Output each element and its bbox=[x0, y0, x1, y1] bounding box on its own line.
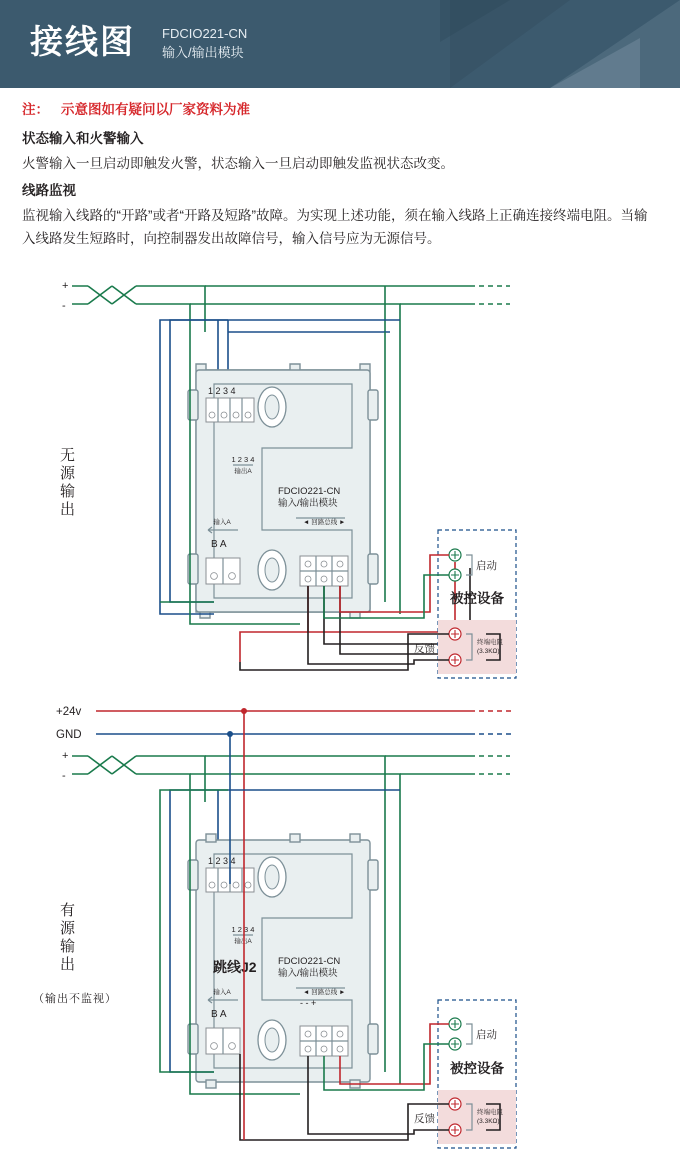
module-bottom-desc: 输入/输出模块 bbox=[278, 968, 338, 979]
note-text: 示意图如有疑问以厂家资料为准 bbox=[61, 102, 250, 117]
header-facet-3 bbox=[550, 38, 640, 88]
device-bottom-feedback-label: 反馈 bbox=[414, 1113, 435, 1125]
page-header bbox=[0, 0, 680, 88]
device-bottom-title: 被控设备 bbox=[450, 1061, 504, 1076]
header-module-type: 输入/输出模块 bbox=[162, 45, 244, 60]
module-top-small-label: 输出A bbox=[234, 468, 252, 475]
header-facet-4 bbox=[440, 0, 510, 42]
side-note-bottom: （输出不监视） bbox=[33, 993, 117, 1005]
device-bottom-start-label: 启动 bbox=[476, 1029, 497, 1041]
device-bottom-resistor-1: 终端电阻 bbox=[477, 1109, 503, 1116]
device-bottom-resistor-2: (3.3KΩ) bbox=[477, 1118, 500, 1125]
header-model: FDCIO221-CN bbox=[162, 26, 248, 41]
wiring-diagram bbox=[0, 272, 680, 1159]
top-minus-label: - bbox=[62, 300, 66, 312]
notes-heading-1: 状态输入和火警输入 bbox=[22, 131, 144, 146]
device-top-start-label: 启动 bbox=[476, 560, 497, 572]
side-label-bottom: 有源输出 bbox=[58, 902, 75, 974]
module-top-small-numbers: 1 2 3 4 bbox=[231, 455, 255, 464]
module-top bbox=[188, 364, 378, 618]
page-title: 接线图 bbox=[30, 23, 135, 60]
power-plus-label: +24v bbox=[56, 706, 82, 718]
device-top-feedback-label: 反馈 bbox=[414, 643, 435, 655]
module-bottom-small-numbers: 1 2 3 4 bbox=[231, 925, 255, 934]
notes-block bbox=[22, 98, 658, 254]
module-top-desc: 输入/输出模块 bbox=[278, 498, 338, 509]
notes-heading-2: 线路监视 bbox=[22, 183, 76, 198]
bottom-plus-label: + bbox=[62, 750, 69, 762]
module-bottom bbox=[188, 834, 378, 1088]
note-label: 注： bbox=[22, 102, 49, 117]
module-bottom-jumper-label: 跳线J2 bbox=[213, 959, 257, 975]
module-bottom-loop-label: ◄ 回路总线 ► bbox=[303, 989, 346, 996]
module-top-ba-label: B A bbox=[211, 539, 227, 550]
device-top-resistor-2: (3.3KΩ) bbox=[477, 648, 500, 655]
power-gnd-label: GND bbox=[56, 729, 82, 741]
top-plus-label: + bbox=[62, 280, 69, 292]
module-bottom-input-label: 输入A bbox=[213, 989, 231, 996]
module-top-name: FDCIO221-CN bbox=[278, 486, 341, 497]
module-top-terminal-numbers: 1 2 3 4 bbox=[208, 386, 236, 396]
device-top-title: 被控设备 bbox=[450, 591, 504, 606]
wiring-diagram-svg bbox=[0, 272, 680, 1159]
module-top-input-label: 输入A bbox=[213, 519, 231, 526]
module-bottom-ba-label: B A bbox=[211, 1009, 227, 1020]
notes-para-1: 火警输入一旦启动即触发火警，状态输入一旦启动即触发监视状态改变。 bbox=[22, 156, 454, 171]
module-bottom-terminal-numbers: 1 2 3 4 bbox=[208, 856, 236, 866]
side-label-top: 无源输出 bbox=[58, 447, 75, 519]
notes-para-2: 监视输入线路的“开路”或者“开路及短路”故障。为实现上述功能，须在输入线路上正确连接终端电阻。当输入线路发生短路时，向控制器发出故障信号，输入信号应为无源信号。 bbox=[22, 208, 648, 246]
module-bottom-polarity: - - + bbox=[300, 998, 317, 1008]
header-subtitle bbox=[162, 24, 247, 62]
bottom-minus-label: - bbox=[62, 770, 66, 782]
module-top-loop-label: ◄ 回路总线 ► bbox=[303, 519, 346, 526]
module-bottom-small-label: 输出A bbox=[234, 938, 252, 945]
module-bottom-name: FDCIO221-CN bbox=[278, 956, 341, 967]
note-row bbox=[22, 98, 658, 118]
device-top-resistor-1: 终端电阻 bbox=[477, 639, 503, 646]
